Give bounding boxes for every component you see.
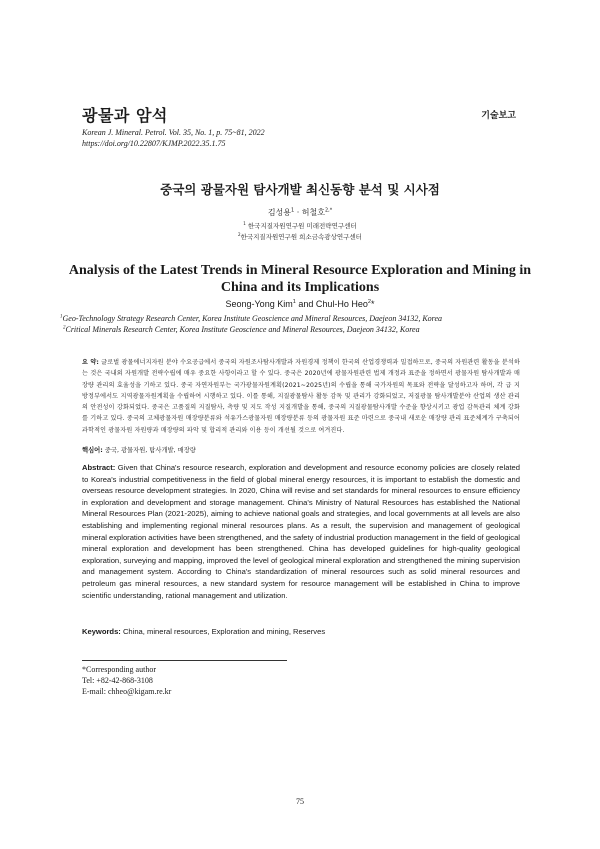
email-address[interactable]: E-mail: chheo@kigam.re.kr xyxy=(82,687,172,696)
korean-authors xyxy=(0,207,600,218)
english-title: Analysis of the Latest Trends in Mineral Resource Exploration and Mining in China and its Implications xyxy=(68,263,532,295)
citation-line: Korean J. Mineral. Petrol. Vol. 35, No. 1, p. 75~81, 2022 xyxy=(82,128,265,137)
affiliation-line: $^2$Critical Minerals Research Center, Korea Institute Geoscience and Mineral Resources, Daejeon 34132, Korea xyxy=(63,325,420,334)
author-name: 김성용 xyxy=(267,208,291,217)
phone-number: Tel: +82-42-868-3108 xyxy=(82,676,153,685)
section-label: 기술보고 xyxy=(481,111,516,121)
author-name: 허철호 xyxy=(301,208,325,217)
corresponding-author-note: *Corresponding author xyxy=(82,665,156,674)
english-keywords xyxy=(82,627,520,636)
affiliation-sup: 1 xyxy=(243,220,246,226)
abstract-text: 글로벌 광물에너지자원 분야 수요공급에서 중국의 자원조사탐사개발과 자원경제 정책이 한국의 산업경쟁력과 밀접하므로, 중국의 자원관련 활동을 분석하는 것은 국내외 자원개발 전략수립에 매우 중요한 사항이라고 할 수 있다. 중국은 2020년에 광물자원관련 법제 개정과 표준을 정하면서 광물자원 탐사개발과 매장량 관리의 효율성을 기하고 있다. 중국 자연자원부는 국가광물자원계획(2021~2025년)의 수립을 통해 국가자원의 목표와 전략을 달성하고자 하며, 각 급 지방정부에서도 지역광물자원계획을 수립하여 시행하고 있다. 이를 통해, 지질광물탐사 활동 감독 및 관리가 강화되었고, 저질광물 탐사개발분야 산업의 생산 관리의 안전성이 강화되었다. 중국은 고품질의 지질탐사, 측량 및 지도 작성 지질개발을 통해, 중국의 지질광물탐사개발 수준을 향상시키고 광업 감독관리 체계 강화를 기하고 있다. 중국의 고체광물자원 매장량분류와 석유가스광물자원 매장량분류 등의 광물자원 표준 마련으로 중국내 새로운 매장량 관리 표준체계가 구축되어 과학적인 광물자원 자원량과 매장량의 파악 및 합리적 관리와 이용 등이 개선될 것으로 여겨진다. xyxy=(82,359,520,434)
author-sup: 2,* xyxy=(324,207,333,214)
abstract-label: Abstract: xyxy=(82,463,116,472)
author-sup: 1 xyxy=(291,207,295,214)
keywords-text: 중국, 광물자원, 탐사개발, 매장량 xyxy=(102,447,196,454)
abstract-text: Given that China's resource research, exploration and development and resource economy policies are closely related to Korea's industrial competitiveness in the field of global mineral energy resources, it is important to establish the domestic and overseas resource development strategies. In 2020, China will revise and set standards for mineral resources to ensure efficiency in exploration and development and storage management. China's Ministry of Natural Resources has established the National Mineral Resources Plan (2021-2025), aiming to achieve national goals and strategies, and local governments at all levels are also establishing and implementing regional mineral resources plans. As a result, the supervision and management of geological mineral exploration activities have been strengthened, and the safety of industrial production management in the field of geological mineral exploration and development has been strengthened. China has developed guidelines for high-quality geological exploration, surveying and mapping, improved the level of geological mineral exploration and strengthened the mining supervision and management system. According to China's standardization of mineral resources such as solid mineral resources and petroleum gas mineral resources, a new standard system for resource management will be established in China to improve scientific understanding, rational management and utilization. xyxy=(82,463,520,600)
corresponding-mark: * xyxy=(370,299,375,309)
affiliation-sup: 2 xyxy=(238,231,241,237)
citation-block xyxy=(82,127,265,149)
footnote xyxy=(82,664,171,697)
english-authors xyxy=(0,299,600,309)
keywords-label: Keywords: xyxy=(82,627,121,636)
korean-affiliations xyxy=(0,221,600,242)
affiliation-sup: 2 xyxy=(63,325,66,331)
author-sup: 2 xyxy=(367,299,371,305)
affiliation-line: $^1$ 한국지질자원연구원 미래전략연구센터 xyxy=(243,220,357,230)
korean-title: 중국의 광물자원 탐사개발 최신동향 분석 및 시사점 xyxy=(160,182,440,197)
keywords-label: 핵심어: xyxy=(82,447,103,454)
author-separator: · xyxy=(294,208,302,217)
abstract-label: 요 약: xyxy=(82,359,100,366)
affiliation-line: $^1$Geo-Technology Strategy Research Center, Korea Institute Geoscience and Mineral Resources, Daejeon 34132, Korea xyxy=(60,314,443,323)
journal-title: 광물과 암석 xyxy=(82,106,168,125)
page-number: 75 xyxy=(296,797,304,806)
korean-keywords xyxy=(82,445,520,454)
korean-abstract xyxy=(82,357,520,436)
keywords-text: China, mineral resources, Exploration and mining, Reserves xyxy=(120,627,326,636)
english-affiliations xyxy=(60,313,540,335)
doi-link[interactable]: https://doi.org/10.22807/KJMP.2022.35.1.75 xyxy=(82,139,226,148)
author-sup: 1 xyxy=(292,299,296,305)
author-name: Chul-Ho Heo xyxy=(315,299,368,309)
affiliation-line: $^2$한국지질자원연구원 희소금속광상연구센터 xyxy=(238,231,362,241)
affiliation-sup: 1 xyxy=(60,314,63,320)
author-and: and xyxy=(295,299,316,309)
footnote-divider xyxy=(82,660,287,661)
english-abstract xyxy=(82,462,520,601)
author-name: Seong-Yong Kim xyxy=(225,299,293,309)
